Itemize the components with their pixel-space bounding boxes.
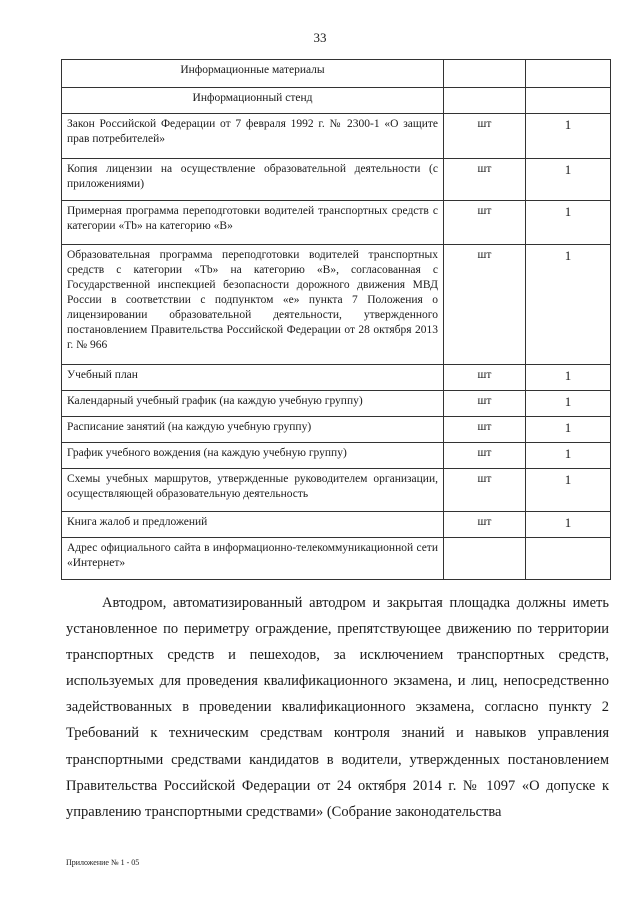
table-cell bbox=[526, 88, 611, 114]
row-quantity: 1 bbox=[526, 159, 611, 201]
row-unit: шт bbox=[444, 417, 526, 443]
table-row bbox=[62, 159, 611, 201]
materials-table bbox=[61, 59, 611, 580]
row-unit: шт bbox=[444, 469, 526, 512]
row-description: Копия лицензии на осуществление образовательной деятельности (с приложениями) bbox=[62, 159, 444, 201]
table-section-row bbox=[62, 60, 611, 88]
section-heading: Информационные материалы bbox=[62, 60, 444, 88]
table-row bbox=[62, 201, 611, 245]
row-unit: шт bbox=[444, 391, 526, 417]
row-quantity: 1 bbox=[526, 391, 611, 417]
row-quantity: 1 bbox=[526, 443, 611, 469]
row-quantity: 1 bbox=[526, 201, 611, 245]
row-description: Расписание занятий (на каждую учебную группу) bbox=[62, 417, 444, 443]
table-cell bbox=[444, 60, 526, 88]
row-unit: шт bbox=[444, 201, 526, 245]
row-description: Образовательная программа переподготовки водителей транспортных средств с категории «Tb» на категорию «B», согласованная с Государственной инспекцией безопасности дорожного движения МВД России в соответствии с подпунктом «е» пункта 7 Положения о лицензировании образовательной деятельности, утвержденного постановлением Правительства Российской Федерации от 28 октября 2013 г. № 966 bbox=[62, 245, 444, 365]
row-description: Книга жалоб и предложений bbox=[62, 512, 444, 538]
table-cell bbox=[526, 60, 611, 88]
row-description: Закон Российской Федерации от 7 февраля 1992 г. № 2300-1 «О защите прав потребителей» bbox=[62, 114, 444, 159]
row-unit: шт bbox=[444, 159, 526, 201]
row-quantity: 1 bbox=[526, 417, 611, 443]
row-description: Учебный план bbox=[62, 365, 444, 391]
row-description: Адрес официального сайта в информационно-телекоммуникационной сети «Интернет» bbox=[62, 538, 444, 580]
row-unit: шт bbox=[444, 245, 526, 365]
row-description: Схемы учебных маршрутов, утвержденные руководителем организации, осуществляющей образовательную деятельность bbox=[62, 469, 444, 512]
row-description: График учебного вождения (на каждую учебную группу) bbox=[62, 443, 444, 469]
row-description: Примерная программа переподготовки водителей транспортных средств с категории «Tb» на категорию «B» bbox=[62, 201, 444, 245]
row-quantity: 1 bbox=[526, 245, 611, 365]
row-quantity: 1 bbox=[526, 469, 611, 512]
row-description: Календарный учебный график (на каждую учебную группу) bbox=[62, 391, 444, 417]
table-row bbox=[62, 417, 611, 443]
row-quantity: 1 bbox=[526, 114, 611, 159]
row-quantity: 1 bbox=[526, 512, 611, 538]
table-row bbox=[62, 391, 611, 417]
table-row bbox=[62, 443, 611, 469]
table-row bbox=[62, 469, 611, 512]
row-unit: шт bbox=[444, 365, 526, 391]
page-number: 33 bbox=[313, 30, 327, 45]
row-unit bbox=[444, 538, 526, 580]
table-row bbox=[62, 245, 611, 365]
footer-note: Приложение № 1 - 05 bbox=[66, 858, 140, 867]
body-paragraph: Автодром, автоматизированный автодром и закрытая площадка должны иметь установленное по периметру ограждение, препятствующее движению по территории транспортных средств и пешеходов, за исключением транспортных средств, используемых для проведения квалификационного экзамена, и лиц, непосредственно задействованных в проведении квалификационного экзамена, согласно пункту 2 Требований к техническим средствам контроля знаний и навыков управления транспортными средствами кандидатов в водители, утвержденных постановлением Правительства Российской Федерации от 24 октября 2014 г. № 1097 «О допуске к управлению транспортными средствами» (Собрание законодательства bbox=[66, 595, 609, 820]
row-quantity: 1 bbox=[526, 365, 611, 391]
table-row bbox=[62, 365, 611, 391]
row-unit: шт bbox=[444, 512, 526, 538]
row-unit: шт bbox=[444, 443, 526, 469]
table-row bbox=[62, 538, 611, 580]
row-quantity bbox=[526, 538, 611, 580]
table-row bbox=[62, 114, 611, 159]
table-cell bbox=[444, 88, 526, 114]
table-section-row bbox=[62, 88, 611, 114]
section-heading: Информационный стенд bbox=[62, 88, 444, 114]
row-unit: шт bbox=[444, 114, 526, 159]
table-row bbox=[62, 512, 611, 538]
